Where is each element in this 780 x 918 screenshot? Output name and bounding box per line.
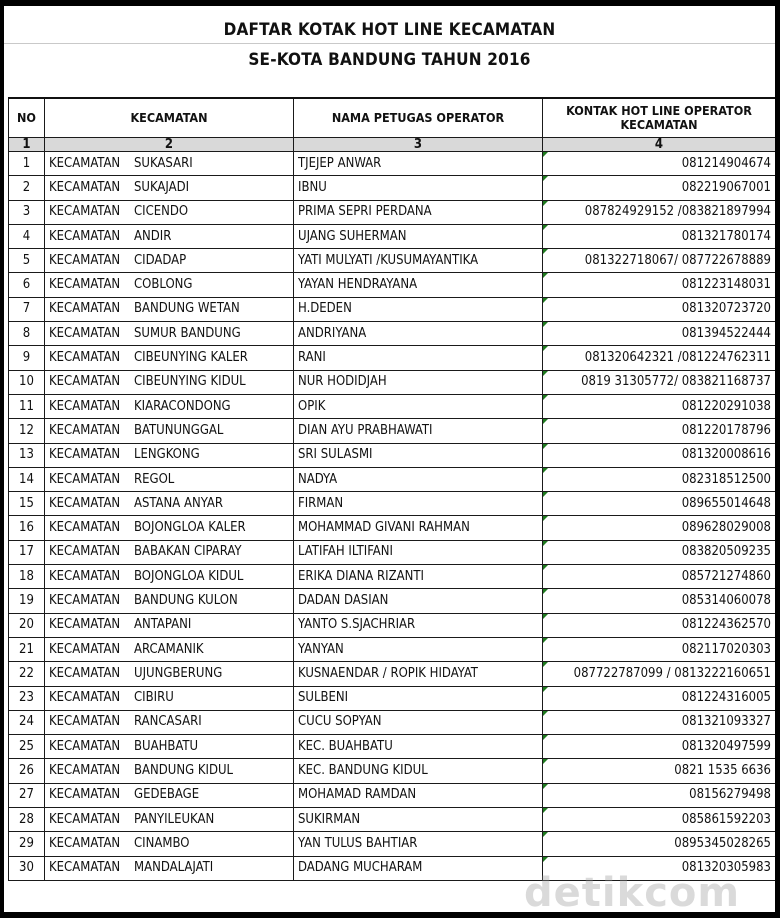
kecamatan-name: CIDADAP — [134, 252, 187, 268]
table-row — [9, 759, 776, 783]
cell-no[interactable]: 19 — [9, 589, 45, 613]
kecamatan-name: ARCAMANIK — [134, 641, 204, 657]
cell-operator[interactable]: DIAN AYU PRABHAWATI — [294, 419, 543, 443]
cell-kecamatan[interactable] — [45, 759, 294, 783]
cell-no[interactable]: 10 — [9, 370, 45, 394]
table-row — [9, 637, 776, 661]
table-row — [9, 273, 776, 297]
cell-operator[interactable]: MOHAMMAD GIVANI RAHMAN — [294, 516, 543, 540]
table-row — [9, 249, 776, 273]
cell-no[interactable]: 20 — [9, 613, 45, 637]
kecamatan-name: SUMUR BANDUNG — [134, 325, 241, 341]
cell-kecamatan[interactable] — [45, 540, 294, 564]
kecamatan-prefix: KECAMATAN — [49, 690, 121, 706]
cell-operator[interactable]: IBNU — [294, 176, 543, 200]
kecamatan-prefix: KECAMATAN — [49, 228, 121, 244]
cell-kecamatan[interactable] — [45, 176, 294, 200]
cell-operator[interactable]: YATI MULYATI /KUSUMAYANTIKA — [294, 249, 543, 273]
cell-no[interactable]: 11 — [9, 394, 45, 418]
cell-kontak[interactable]: 08156279498 — [543, 783, 776, 807]
document-subtitle: SE-KOTA BANDUNG TAHUN 2016 — [248, 50, 531, 70]
table-row — [9, 686, 776, 710]
cell-kecamatan[interactable] — [45, 856, 294, 880]
cell-operator[interactable]: YAYAN HENDRAYANA — [294, 273, 543, 297]
cell-kontak[interactable]: 0895345028265 — [543, 832, 776, 856]
cell-no[interactable]: 6 — [9, 273, 45, 297]
colnum-1: 1 — [9, 138, 45, 152]
cell-kontak[interactable]: 089655014648 — [543, 492, 776, 516]
kecamatan-prefix: KECAMATAN — [49, 665, 121, 681]
cell-kontak[interactable]: 087722787099 / 0813222160651 — [543, 662, 776, 686]
table-row — [9, 200, 776, 224]
cell-operator[interactable]: CUCU SOPYAN — [294, 710, 543, 734]
table-row — [9, 297, 776, 321]
header-no: NO — [9, 98, 45, 138]
cell-kecamatan[interactable] — [45, 273, 294, 297]
kecamatan-name: ANDIR — [134, 228, 172, 244]
cell-no[interactable]: 30 — [9, 856, 45, 880]
cell-no[interactable]: 26 — [9, 759, 45, 783]
cell-operator[interactable]: DADANG MUCHARAM — [294, 856, 543, 880]
cell-kecamatan[interactable] — [45, 710, 294, 734]
cell-operator[interactable]: ANDRIYANA — [294, 322, 543, 346]
cell-operator[interactable]: YAN TULUS BAHTIAR — [294, 832, 543, 856]
cell-kecamatan[interactable] — [45, 322, 294, 346]
cell-no[interactable]: 28 — [9, 808, 45, 832]
table-row — [9, 832, 776, 856]
table-row — [9, 613, 776, 637]
kecamatan-prefix: KECAMATAN — [49, 447, 121, 463]
cell-operator[interactable]: KUSNAENDAR / ROPIK HIDAYAT — [294, 662, 543, 686]
kecamatan-prefix: KECAMATAN — [49, 252, 121, 268]
kecamatan-name: CINAMBO — [134, 835, 190, 851]
cell-operator[interactable]: RANI — [294, 346, 543, 370]
cell-operator[interactable]: UJANG SUHERMAN — [294, 224, 543, 248]
cell-no[interactable]: 15 — [9, 492, 45, 516]
cell-operator[interactable]: ERIKA DIANA RIZANTI — [294, 565, 543, 589]
kecamatan-prefix: KECAMATAN — [49, 350, 121, 366]
table-row — [9, 346, 776, 370]
kecamatan-name: BANDUNG WETAN — [134, 301, 240, 317]
kecamatan-name: BUAHBATU — [134, 738, 199, 754]
cell-operator[interactable]: NUR HODIDJAH — [294, 370, 543, 394]
hotline-table — [8, 97, 775, 881]
cell-no[interactable]: 9 — [9, 346, 45, 370]
cell-no[interactable]: 7 — [9, 297, 45, 321]
cell-operator[interactable]: MOHAMAD RAMDAN — [294, 783, 543, 807]
kecamatan-name: SUKAJADI — [134, 179, 190, 195]
table-row — [9, 808, 776, 832]
kecamatan-prefix: KECAMATAN — [49, 641, 121, 657]
kecamatan-name: BOJONGLOA KIDUL — [134, 568, 244, 584]
cell-no[interactable]: 4 — [9, 224, 45, 248]
kecamatan-prefix: KECAMATAN — [49, 179, 121, 195]
kecamatan-prefix: KECAMATAN — [49, 860, 121, 876]
cell-no[interactable]: 14 — [9, 467, 45, 491]
kecamatan-prefix: KECAMATAN — [49, 714, 121, 730]
kecamatan-prefix: KECAMATAN — [49, 544, 121, 560]
table-body — [9, 152, 776, 881]
cell-operator[interactable]: SRI SULASMI — [294, 443, 543, 467]
cell-operator[interactable]: H.DEDEN — [294, 297, 543, 321]
cell-operator[interactable]: TJEJEP ANWAR — [294, 152, 543, 176]
table-row — [9, 467, 776, 491]
kecamatan-prefix: KECAMATAN — [49, 592, 121, 608]
cell-kecamatan[interactable] — [45, 297, 294, 321]
cell-no[interactable]: 5 — [9, 249, 45, 273]
table-row — [9, 565, 776, 589]
cell-kontak[interactable]: 085314060078 — [543, 589, 776, 613]
cell-operator[interactable]: YANYAN — [294, 637, 543, 661]
table-row — [9, 394, 776, 418]
kecamatan-name: BATUNUNGGAL — [134, 422, 224, 438]
cell-kecamatan[interactable] — [45, 152, 294, 176]
table-row — [9, 710, 776, 734]
cell-kontak[interactable]: 082117020303 — [543, 637, 776, 661]
kecamatan-name: BANDUNG KULON — [134, 592, 238, 608]
kecamatan-name: BABAKAN CIPARAY — [134, 544, 242, 560]
cell-kontak[interactable]: 085721274860 — [543, 565, 776, 589]
kecamatan-name: CIBEUNYING KIDUL — [134, 374, 246, 390]
cell-kecamatan[interactable] — [45, 394, 294, 418]
cell-kecamatan[interactable] — [45, 662, 294, 686]
cell-kecamatan[interactable] — [45, 443, 294, 467]
cell-kontak[interactable]: 0821 1535 6636 — [543, 759, 776, 783]
kecamatan-name: CICENDO — [134, 204, 189, 220]
cell-kecamatan[interactable] — [45, 370, 294, 394]
kecamatan-name: MANDALAJATI — [134, 860, 214, 876]
kecamatan-name: RANCASARI — [134, 714, 202, 730]
table-row — [9, 152, 776, 176]
cell-kontak[interactable]: 081320497599 — [543, 735, 776, 759]
cell-operator[interactable]: DADAN DASIAN — [294, 589, 543, 613]
kecamatan-prefix: KECAMATAN — [49, 277, 121, 293]
cell-operator[interactable]: FIRMAN — [294, 492, 543, 516]
cell-kecamatan[interactable] — [45, 346, 294, 370]
cell-no[interactable]: 8 — [9, 322, 45, 346]
cell-kecamatan[interactable] — [45, 783, 294, 807]
cell-kecamatan[interactable] — [45, 565, 294, 589]
cell-no[interactable]: 3 — [9, 200, 45, 224]
watermark-logo: detikcom — [524, 870, 741, 912]
kecamatan-prefix: KECAMATAN — [49, 422, 121, 438]
cell-operator[interactable]: PRIMA SEPRI PERDANA — [294, 200, 543, 224]
cell-kontak[interactable]: 085861592203 — [543, 808, 776, 832]
kecamatan-name: GEDEBAGE — [134, 787, 200, 803]
spreadsheet-sheet — [4, 6, 775, 912]
colnum-3: 3 — [294, 138, 543, 152]
cell-kontak[interactable]: 081321093327 — [543, 710, 776, 734]
kecamatan-prefix: KECAMATAN — [49, 155, 121, 171]
cell-operator[interactable]: KEC. BUAHBATU — [294, 735, 543, 759]
cell-kontak[interactable]: 089628029008 — [543, 516, 776, 540]
cell-kecamatan[interactable] — [45, 249, 294, 273]
cell-kontak[interactable]: 0819 31305772/ 083821168737 — [543, 370, 776, 394]
colnum-2: 2 — [45, 138, 294, 152]
cell-kecamatan[interactable] — [45, 516, 294, 540]
header-kontak: KONTAK HOT LINE OPERATOR KECAMATAN — [543, 98, 776, 138]
kecamatan-name: KIARACONDONG — [134, 398, 231, 414]
kecamatan-prefix: KECAMATAN — [49, 811, 121, 827]
kecamatan-prefix: KECAMATAN — [49, 763, 121, 779]
document-title: DAFTAR KOTAK HOT LINE KECAMATAN — [223, 20, 556, 40]
kecamatan-prefix: KECAMATAN — [49, 617, 121, 633]
cell-no[interactable]: 12 — [9, 419, 45, 443]
table-row — [9, 516, 776, 540]
kecamatan-name: CIBEUNYING KALER — [134, 350, 248, 366]
cell-operator[interactable]: SULBENI — [294, 686, 543, 710]
cell-no[interactable]: 22 — [9, 662, 45, 686]
cell-kecamatan[interactable] — [45, 613, 294, 637]
kecamatan-prefix: KECAMATAN — [49, 738, 121, 754]
cell-kontak[interactable]: 081220178796 — [543, 419, 776, 443]
cell-no[interactable]: 2 — [9, 176, 45, 200]
cell-kecamatan[interactable] — [45, 686, 294, 710]
cell-kecamatan[interactable] — [45, 224, 294, 248]
cell-operator[interactable]: NADYA — [294, 467, 543, 491]
cell-kecamatan[interactable] — [45, 832, 294, 856]
cell-kontak[interactable]: 081320723720 — [543, 297, 776, 321]
table-row — [9, 540, 776, 564]
table-row — [9, 589, 776, 613]
cell-operator[interactable]: KEC. BANDUNG KIDUL — [294, 759, 543, 783]
table-row — [9, 735, 776, 759]
kecamatan-prefix: KECAMATAN — [49, 568, 121, 584]
table-row — [9, 492, 776, 516]
kecamatan-prefix: KECAMATAN — [49, 398, 121, 414]
kecamatan-name: LENGKONG — [134, 447, 200, 463]
cell-kontak[interactable]: 081320642321 /081224762311 — [543, 346, 776, 370]
cell-kecamatan[interactable] — [45, 808, 294, 832]
table-row — [9, 322, 776, 346]
cell-no[interactable]: 16 — [9, 516, 45, 540]
header-kecamatan: KECAMATAN — [45, 98, 294, 138]
cell-no[interactable]: 21 — [9, 637, 45, 661]
table-row — [9, 419, 776, 443]
cell-kontak[interactable]: 081214904674 — [543, 152, 776, 176]
cell-kontak[interactable]: 082219067001 — [543, 176, 776, 200]
cell-operator[interactable]: SUKIRMAN — [294, 808, 543, 832]
cell-no[interactable]: 1 — [9, 152, 45, 176]
cell-kontak[interactable]: 082318512500 — [543, 467, 776, 491]
cell-kecamatan[interactable] — [45, 419, 294, 443]
cell-kecamatan[interactable] — [45, 467, 294, 491]
kecamatan-name: CIBIRU — [134, 690, 174, 706]
cell-no[interactable]: 27 — [9, 783, 45, 807]
kecamatan-name: REGOL — [134, 471, 175, 487]
kecamatan-name: PANYILEUKAN — [134, 811, 215, 827]
kecamatan-prefix: KECAMATAN — [49, 520, 121, 536]
cell-no[interactable]: 25 — [9, 735, 45, 759]
cell-kontak[interactable]: 081224362570 — [543, 613, 776, 637]
cell-no[interactable]: 13 — [9, 443, 45, 467]
cell-kontak[interactable]: 081320008616 — [543, 443, 776, 467]
kecamatan-prefix: KECAMATAN — [49, 301, 121, 317]
cell-operator[interactable]: LATIFAH ILTIFANI — [294, 540, 543, 564]
cell-kontak[interactable]: 081220291038 — [543, 394, 776, 418]
title-divider — [4, 43, 775, 44]
kecamatan-prefix: KECAMATAN — [49, 204, 121, 220]
cell-no[interactable]: 18 — [9, 565, 45, 589]
kecamatan-name: SUKASARI — [134, 155, 193, 171]
table-row — [9, 370, 776, 394]
cell-kontak[interactable]: 081320305983 — [543, 856, 776, 880]
cell-operator[interactable]: OPIK — [294, 394, 543, 418]
kecamatan-name: ASTANA ANYAR — [134, 495, 224, 511]
cell-kontak[interactable]: 081223148031 — [543, 273, 776, 297]
cell-kecamatan[interactable] — [45, 492, 294, 516]
kecamatan-name: BOJONGLOA KALER — [134, 520, 246, 536]
cell-kecamatan[interactable] — [45, 200, 294, 224]
cell-no[interactable]: 17 — [9, 540, 45, 564]
cell-kecamatan[interactable] — [45, 589, 294, 613]
cell-no[interactable]: 29 — [9, 832, 45, 856]
cell-kecamatan[interactable] — [45, 637, 294, 661]
kecamatan-name: UJUNGBERUNG — [134, 665, 223, 681]
kecamatan-prefix: KECAMATAN — [49, 374, 121, 390]
cell-kontak[interactable]: 081321780174 — [543, 224, 776, 248]
table-row — [9, 783, 776, 807]
kecamatan-name: COBLONG — [134, 277, 193, 293]
kecamatan-name: ANTAPANI — [134, 617, 192, 633]
colnum-4: 4 — [543, 138, 776, 152]
header-operator: NAMA PETUGAS OPERATOR — [294, 98, 543, 138]
table-row — [9, 443, 776, 467]
kecamatan-name: BANDUNG KIDUL — [134, 763, 234, 779]
cell-kecamatan[interactable] — [45, 735, 294, 759]
kecamatan-prefix: KECAMATAN — [49, 471, 121, 487]
kecamatan-prefix: KECAMATAN — [49, 835, 121, 851]
cell-no[interactable]: 24 — [9, 710, 45, 734]
table-row — [9, 662, 776, 686]
cell-kontak[interactable]: 087824929152 /083821897994 — [543, 200, 776, 224]
kecamatan-prefix: KECAMATAN — [49, 325, 121, 341]
cell-no[interactable]: 23 — [9, 686, 45, 710]
table-row — [9, 176, 776, 200]
table-row — [9, 224, 776, 248]
kecamatan-prefix: KECAMATAN — [49, 787, 121, 803]
kecamatan-prefix: KECAMATAN — [49, 495, 121, 511]
cell-kontak[interactable]: 081394522444 — [543, 322, 776, 346]
cell-kontak[interactable]: 083820509235 — [543, 540, 776, 564]
cell-kontak[interactable]: 081224316005 — [543, 686, 776, 710]
cell-kontak[interactable]: 081322718067/ 087722678889 — [543, 249, 776, 273]
cell-operator[interactable]: YANTO S.SJACHRIAR — [294, 613, 543, 637]
